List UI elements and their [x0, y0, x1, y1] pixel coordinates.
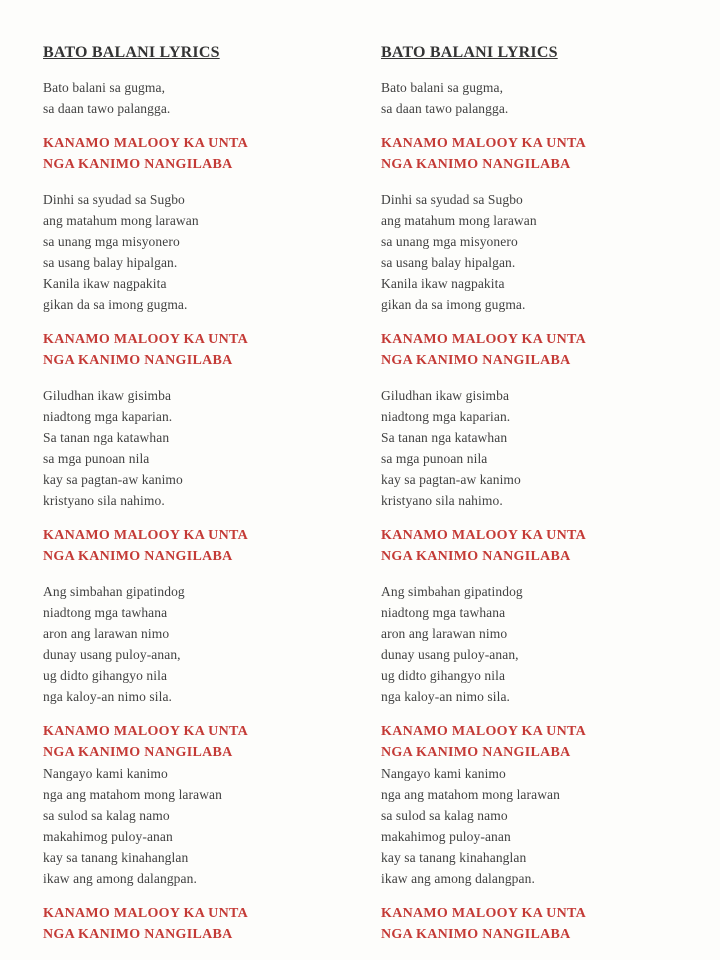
chorus-stanza: KANAMO MALOOY KA UNTA NGA KANIMO NANGILABA: [381, 528, 587, 564]
chorus-stanza: KANAMO MALOOY KA UNTA NGA KANIMO NANGILABA: [381, 906, 587, 942]
chorus-stanza: KANAMO MALOOY KA UNTA NGA KANIMO NANGILABA: [43, 724, 249, 760]
verse-stanza: Nangayo kami kanimo nga ang matahom mong larawan sa sulod sa kalag namo makahimog puloy-anan kay sa tanang kinahanglan ikaw ang among dalangpan.: [381, 766, 560, 886]
verse-stanza: Bato balani sa gugma, sa daan tawo palangga.: [381, 80, 509, 116]
document-title: BATO BALANI LYRICS: [43, 44, 220, 61]
verse-stanza: Dinhi sa syudad sa Sugbo ang matahum mong larawan sa unang mga misyonero sa usang balay hipalgan. Kanila ikaw nagpakita gikan da sa imong gugma.: [43, 192, 199, 312]
chorus-stanza: KANAMO MALOOY KA UNTA NGA KANIMO NANGILABA: [43, 528, 249, 564]
chorus-stanza: KANAMO MALOOY KA UNTA NGA KANIMO NANGILABA: [381, 136, 587, 172]
lyrics-column: [43, 42, 381, 960]
verse-stanza: Dinhi sa syudad sa Sugbo ang matahum mong larawan sa unang mga misyonero sa usang balay hipalgan. Kanila ikaw nagpakita gikan da sa imong gugma.: [381, 192, 537, 312]
verse-stanza: Bato balani sa gugma, sa daan tawo palangga.: [43, 80, 171, 116]
chorus-stanza: KANAMO MALOOY KA UNTA NGA KANIMO NANGILABA: [381, 724, 587, 760]
verse-stanza: Ang simbahan gipatindog niadtong mga tawhana aron ang larawan nimo dunay usang puloy-anan, ug didto gihangyo nila nga kaloy-an nimo sila.: [381, 584, 523, 704]
chorus-stanza: KANAMO MALOOY KA UNTA NGA KANIMO NANGILABA: [43, 136, 249, 172]
chorus-stanza: KANAMO MALOOY KA UNTA NGA KANIMO NANGILABA: [43, 332, 249, 368]
lyrics-column: [381, 42, 719, 960]
chorus-stanza: KANAMO MALOOY KA UNTA NGA KANIMO NANGILABA: [381, 332, 587, 368]
verse-stanza: Giludhan ikaw gisimba niadtong mga kaparian. Sa tanan nga katawhan sa mga punoan nila kay sa pagtan-aw kanimo kristyano sila nahimo.: [43, 388, 183, 508]
chorus-stanza: KANAMO MALOOY KA UNTA NGA KANIMO NANGILABA: [43, 906, 249, 942]
document-title: BATO BALANI LYRICS: [381, 44, 558, 61]
verse-stanza: Ang simbahan gipatindog niadtong mga tawhana aron ang larawan nimo dunay usang puloy-anan, ug didto gihangyo nila nga kaloy-an nimo sila.: [43, 584, 185, 704]
verse-stanza: Giludhan ikaw gisimba niadtong mga kaparian. Sa tanan nga katawhan sa mga punoan nila kay sa pagtan-aw kanimo kristyano sila nahimo.: [381, 388, 521, 508]
verse-stanza: Nangayo kami kanimo nga ang matahom mong larawan sa sulod sa kalag namo makahimog puloy-anan kay sa tanang kinahanglan ikaw ang among dalangpan.: [43, 766, 222, 886]
